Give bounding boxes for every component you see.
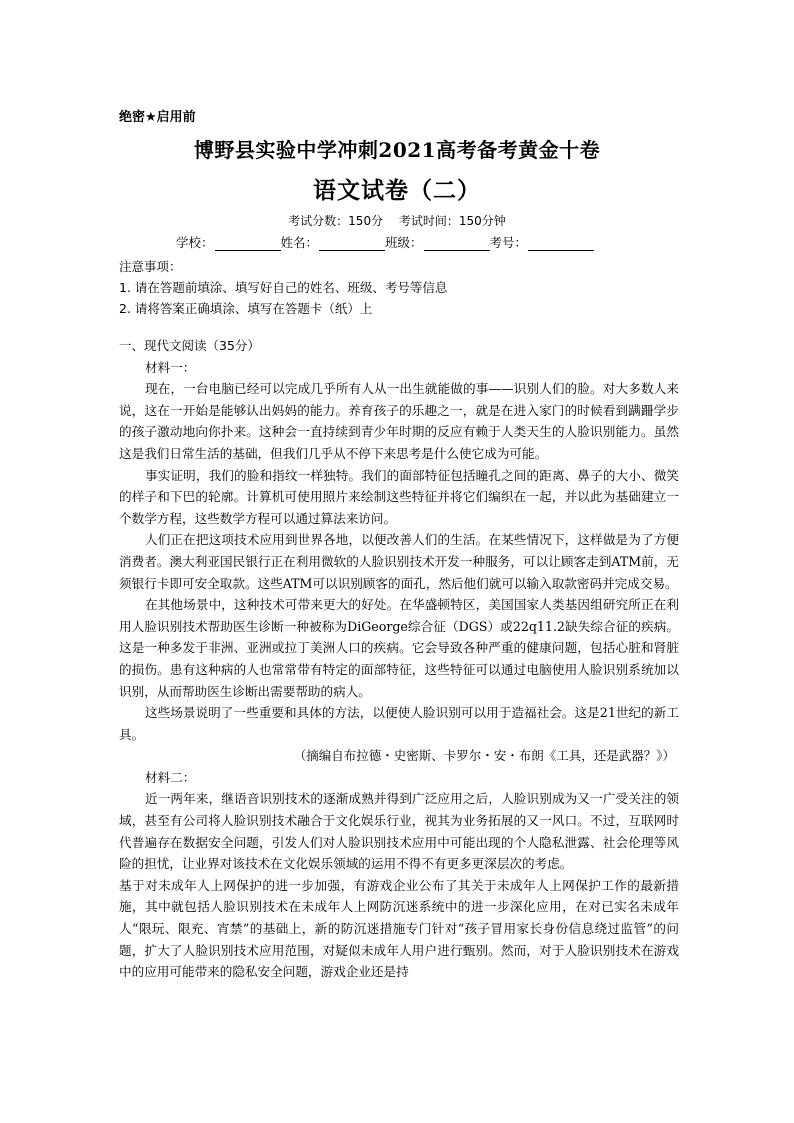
exam-title: 博野县实验中学冲刺2021高考备考黄金十卷 <box>193 138 601 162</box>
class-blank <box>424 237 490 251</box>
number-label: 考号： <box>489 235 528 250</box>
notes-section <box>119 256 447 319</box>
confidential-label: 绝密★启用前 <box>119 110 196 125</box>
material-one-label: 材料一： <box>145 359 196 375</box>
notes-item: 2. 请将答案正确填涂、填写在答题卡（纸）上 <box>119 301 373 316</box>
reading-section <box>119 335 679 983</box>
name-label: 姓名： <box>280 235 319 250</box>
notes-heading: 注意事项： <box>119 259 182 274</box>
source-citation: （摘编自布拉德・史密斯、卡罗尔・安・布朗《工具，还是武器？》） <box>293 748 675 764</box>
school-blank <box>215 237 281 251</box>
class-label: 班级： <box>385 235 423 250</box>
name-blank <box>319 237 385 251</box>
name-field <box>281 233 386 251</box>
paragraph: 在其他场景中，这种技术可带来更大的好处。在华盛顿特区，美国国家人类基因组研究所正在利用人脸识别技术帮助医生诊断一种被称为DiGeorge综合征（DGS）或22q11.2缺失综合征的疾病。这是一种多发于非洲、亚洲或拉丁美洲人口的疾病。它会导致各种严重的健康问题，包括心脏和肾脏的损伤。患有这种病的人也常常带有特定的面部特征，这些特征可以通过电脑使用人脸识别系统加以识别，从而帮助医生诊断出需要帮助的病人。 <box>119 597 679 699</box>
exam-info <box>0 212 794 229</box>
student-info-fields <box>176 233 594 251</box>
number-field <box>490 233 595 251</box>
paragraph: 现在，一台电脑已经可以完成几乎所有人从一出生就能做的事——识别人们的脸。对大多数人来说，这在一开始是能够认出妈妈的能力。养育孩子的乐趣之一，就是在进入家门的时候看到蹒跚学步的孩子激动地向你扑来。这种会一直持续到青少年时期的反应有赖于人类天生的人脸识别能力。虽然这是我们日常生活的基础，但我们几乎从不停下来思考是什么使它成为可能。 <box>119 381 679 461</box>
school-field <box>176 233 281 251</box>
class-field <box>385 233 490 251</box>
paragraph: 近一两年来，继语音识别技术的逐渐成熟并得到广泛应用之后，人脸识别成为又一广受关注的领域，甚至有公司将人脸识别技术融合于文化娱乐行业，视其为业务拓展的又一风口。不过，互联网时代普遍存在数据安全问题，引发人们对人脸识别技术应用中可能出现的个人隐私泄露、社会伦理等风险的担忧，让业界对该技术在文化娱乐领域的运用不得不有更多更深层次的考虑。 <box>119 791 679 872</box>
exam-time: 考试时间：150分钟 <box>398 214 506 228</box>
paragraph: 基于对未成年人上网保护的进一步加强，有游戏企业公布了其关于未成年人上网保护工作的最新措施，其中就包括人脸识别技术在未成年人上网防沉迷系统中的进一步深化应用，在对已实名未成年人“限玩、限充、宵禁”的基础上，新的防沉迷措施专门针对“孩子冒用家长身份信息绕过监管”的问题，扩大了人脸识别技术应用范围，对疑似未成年人用户进行甄别。然而，对于人脸识别技术在游戏中的应用可能带来的隐私安全问题，游戏企业还是持 <box>119 877 679 980</box>
paragraph: 事实证明，我们的脸和指纹一样独特。我们的面部特征包括瞳孔之间的距离、鼻子的大小、微笑的样子和下巴的轮廓。计算机可使用照片来绘制这些特征并将它们编织在一起，并以此为基础建立一个数学方程，这些数学方程可以通过算法来访问。 <box>119 467 679 526</box>
school-label: 学校： <box>176 235 214 250</box>
exam-subtitle: 语文试卷（二） <box>313 177 481 204</box>
section-title: 一、现代文阅读（35分） <box>119 338 260 353</box>
paragraph: 人们正在把这项技术应用到世界各地，以便改善人们的生活。在某些情况下，这样做是为了方便消费者。澳大利亚国民银行正在利用微软的人脸识别技术开发一种服务，可以让顾客走到ATM前，无须银行卡即可安全取款。这些ATM可以识别顾客的面孔，然后他们就可以输入取款密码并完成交易。 <box>119 532 679 591</box>
paragraph: 这些场景说明了一些重要和具体的方法，以便使人脸识别可以用于造福社会。这是21世纪的新工具。 <box>119 705 679 742</box>
material-two-label: 材料二： <box>145 769 196 785</box>
exam-score: 考试分数：150分 <box>288 214 384 228</box>
number-blank <box>528 237 594 251</box>
notes-item: 1. 请在答题前填涂、填写好自己的姓名、班级、考号等信息 <box>119 280 448 295</box>
